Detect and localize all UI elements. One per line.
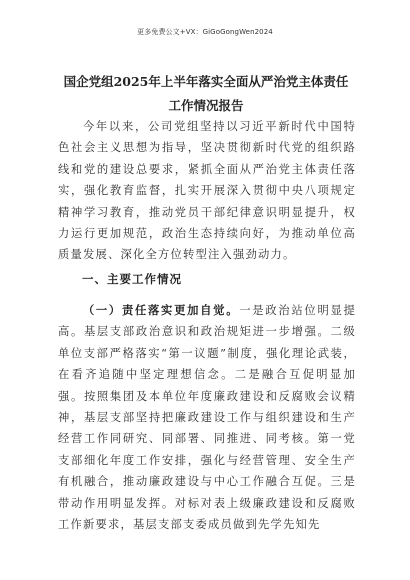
intro-paragraph: 今年以来，公司党组坚持以习近平新时代中国特色社会主义思想为指导，坚决贯彻新时代党的组织路线和党的建设总要求，紧抓全面从严治党主体责任落实，强化教育监督，扎实开展深入贯彻中央八项规定精神学习教育，推动党员干部纪律意识明显提升，权力运行更加规范，政治生态持续向好，为推动单位高质量发展、深化全方位转型注入强劲动力。 [58,120,356,262]
header-note: 更多免费公文+VX：GiGoGongWen2024 [137,28,273,36]
subsection-body: 一是政治站位明显提高。基层支部政治意识和政治规矩进一步增强。二级单位支部严格落实“第一议题”制度，强化理论武装，在看齐追随中坚定理想信念。二是融合互促明显加强。按照集团及本单位年度廉政建设和反腐败会议精神，基层支部坚持把廉政建设工作与组织建设和生产经营工作同研究、同部署、同推进、同考核。第一党支部细化年度工作安排，强化与经营管理、安全生产有机融合，推动廉政建设与中心工作融合互促。三是带动作用明显发挥。对标对表上级廉政建设和反腐败工作新要求，基层支部支委成员做到先学先知先 [58,304,356,532]
section-heading: 一、主要工作情况 [82,272,182,286]
subsection-lead: （一）责任落实更加自觉。 [82,303,240,317]
document-title: 国企党组2025年上半年落实全面从严治党主体责任工作情况报告 [63,74,349,113]
subsection-paragraph [58,300,356,535]
